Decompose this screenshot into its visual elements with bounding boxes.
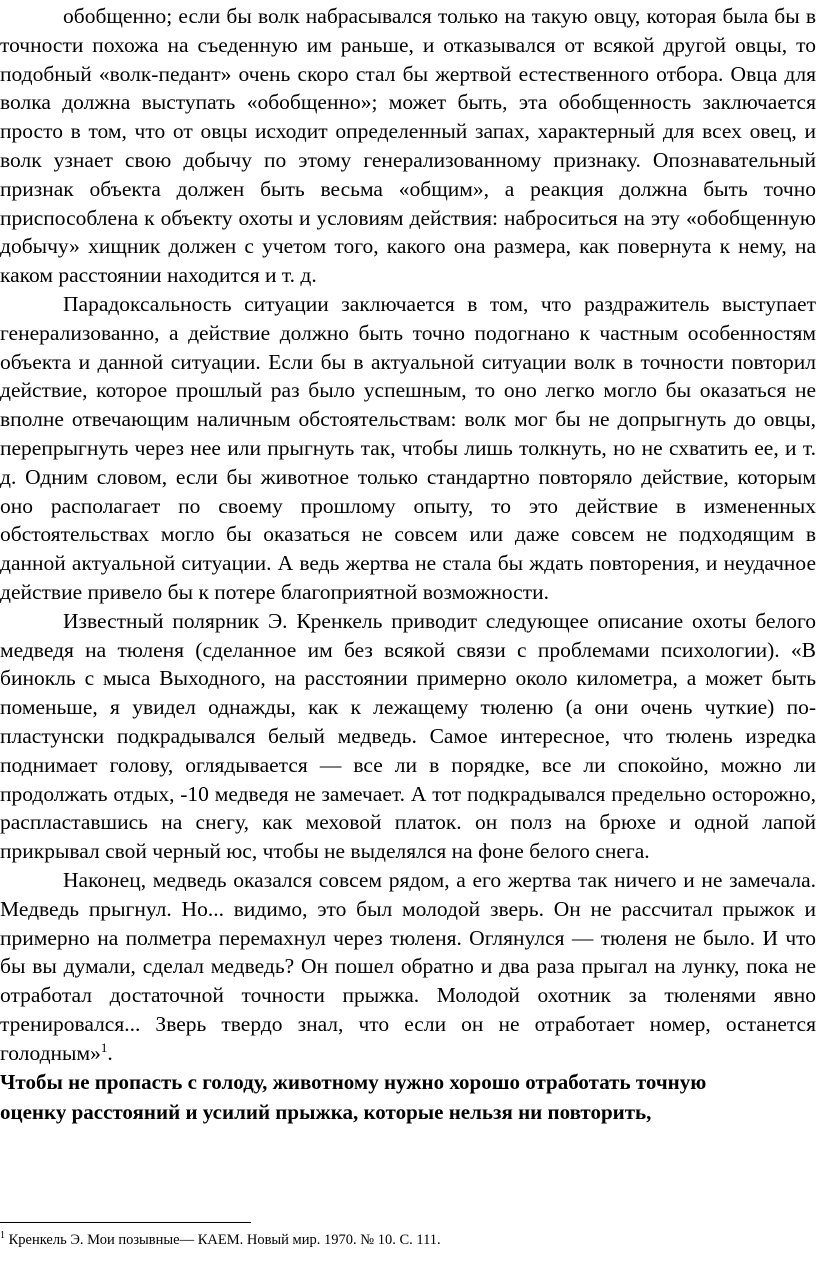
bold-summary-line-2: оценку расстояний и усилий прыжка, которые нельзя ни повторить,: [0, 1100, 652, 1125]
paragraph-bear-jump-text: Наконец, медведь оказался совсем рядом, а его жертва так ничего и не замечала. Медведь прыгнул. Но... видимо, это был молодой зверь. Он не рассчитал прыжок и примерно на полметра перемахнул через тюленя. Оглянулся — тюленя не было. И что бы вы думали, сделал медведь? Он пошел обратно и два раза прыгал на лунку, пока не отработал достаточной точности прыжка. Молодой охотник за тюленями явно тренировался... Зверь твердо знал, что если он не отработает номер, останется голодным»: [0, 867, 816, 1065]
footnote-text: Кренкель Э. Мои позывные— КАЕМ. Новый мир. 1970. № 10. С. 111.: [5, 1232, 441, 1248]
paragraph-paradox: Парадоксальность ситуации заключается в том, что раздражитель выступает генерализованно, а действие должно быть точно подогнано к частным особенностям объекта и данной ситуации. Если бы в актуальной ситуации волк в точности повторил действие, которое прошлый раз было успешным, то оно легко могло бы оказаться не вполне отвечающим наличным обстоятельствам: волк мог бы не допрыгнуть до овцы, перепрыгнуть через нее или прыгнуть так, чтобы лишь толкнуть, но не схватить ее, и т. д. Одним словом, если бы животное только стандартно повторяло действие, которым оно располагает по своему прошлому опыту, то это действие в измененных обстоятельствах могло бы оказаться не совсем или даже совсем не подходящим в данной актуальной ситуации. А ведь жертва не стала бы ждать повторения, и неудачное действие привело бы к потере благоприятной возможности.: [0, 291, 816, 604]
paragraph-end-period: .: [107, 1040, 113, 1065]
footnote-reference[interactable]: 1: [100, 1039, 108, 1055]
footnote-divider: [0, 1222, 251, 1223]
footnote-mark: 1: [0, 1230, 5, 1242]
paragraph-bear-jump: [0, 866, 816, 1068]
document-page: [0, 2, 816, 1127]
paragraph-krenkel-quote: Известный полярник Э. Кренкель приводит следующее описание охоты белого медведя на тюленя (сделанное им без всякой связи с проблемами психологии). «В бинокль с мыса Выходного, на расстоянии примерно около километра, а может быть поменьше, я увидел однажды, как к лежащему тюленю (а они очень чуткие) по-пластунски подкрадывался белый медведь. Самое интересное, что тюлень изредка поднимает голову, оглядывается — все ли в порядке, все ли спокойно, можно ли продолжать отдых, -10 медведя не замечает. А тот подкрадывался предельно осторожно, распластавшись на снегу, как меховой платок. он полз на брюхе и одной лапой прикрывал свой черный юс, чтобы не выделялся на фоне белого снега.: [0, 608, 816, 864]
bold-summary-line-1: Чтобы не пропасть с голоду, животному нужно хорошо отработать точную: [0, 1070, 707, 1095]
footnote: [0, 1231, 441, 1249]
paragraph-wolf-generalization: обобщенно; если бы волк набрасывался только на такую овцу, которая была бы в точности похожа на съеденную им раньше, и отказывался от всякой другой овцы, то подобный «волк-педант» очень скоро стал бы жертвой естественного отбора. Овца для волка должна выступать «обобщенно»; может быть, эта обобщенность заключается просто в том, что от овцы исходит определенный запах, характерный для всех овец, и волк узнает свою добычу по этому генерализованному признаку. Опознавательный признак объекта должен быть весьма «общим», а реакция должна быть точно приспособлена к объекту охоты и условиям действия: наброситься на эту «обобщенную добычу» хищник должен с учетом того, какого она размера, как повернута к нему, на каком расстоянии находится и т. д.: [0, 4, 816, 288]
